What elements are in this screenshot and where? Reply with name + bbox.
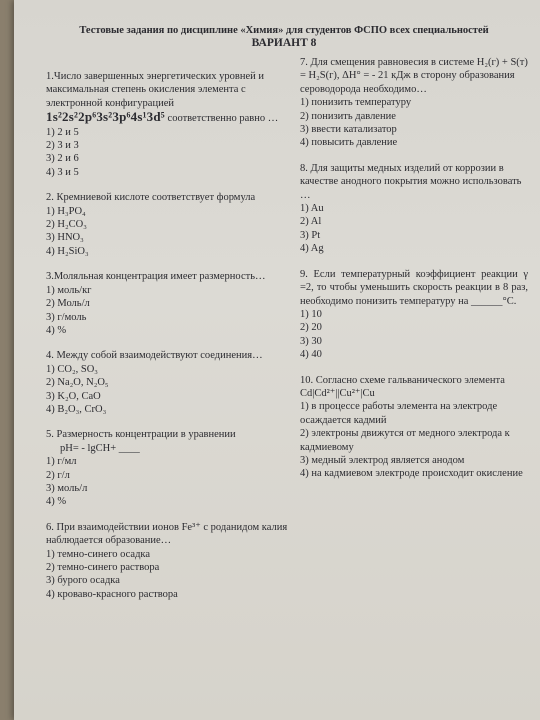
question-6-option-3: 3) бурого осадка (46, 575, 120, 587)
question-3-option-3: 3) г/моль (46, 311, 87, 323)
question-10-option-2: 2) электроны движутся от медного электрода к кадмиевому (300, 428, 510, 453)
question-10 (300, 374, 528, 481)
question-6 (46, 521, 296, 601)
question-1-option-3: 3) 2 и 6 (46, 153, 79, 165)
question-5-stem: 5. Размерность концентрации в уравнении (46, 429, 236, 441)
question-3-stem: 3.Моляльная концентрация имеет размерность… (46, 271, 266, 283)
question-10-stem: 10. Согласно схеме гальванического элемента Cd|Cd²⁺||Cu²⁺|Cu (300, 374, 505, 399)
question-8-option-2: 2) Al (300, 216, 322, 228)
question-4-option-2: 2) Na₂O, N₂O₅ (46, 377, 109, 389)
question-4-option-1: 1) CO₂, SO₃ (46, 363, 98, 375)
question-9-option-4: 4) 40 (300, 349, 322, 361)
question-9 (300, 268, 528, 362)
question-6-option-1: 1) темно-синего осадка (46, 548, 151, 560)
question-6-option-2: 2) темно-синего раствора (46, 562, 160, 573)
question-5-equation: pH= - lgCH+ ____ (60, 442, 140, 454)
question-8-option-3: 3) Pt (300, 229, 321, 241)
question-5-option-1: 1) г/мл (46, 456, 77, 468)
electron-configuration: 1s²2s²2p⁶3s²3p⁶4s¹3d⁵ (46, 109, 165, 125)
question-4-option-4: 4) B₂O₃, CrO₃ (46, 403, 107, 415)
question-2 (46, 191, 296, 258)
question-3-option-1: 1) моль/кг (46, 284, 92, 296)
question-7 (300, 56, 528, 150)
question-6-option-4: 4) кроваво-красного раствора (46, 588, 178, 600)
question-4 (46, 349, 296, 416)
question-7-option-1: 1) понизить температуру (300, 97, 412, 109)
document-header (44, 24, 524, 50)
question-3-option-2: 2) Моль/л (46, 298, 90, 310)
question-9-option-3: 3) 30 (300, 335, 322, 347)
question-5-option-3: 3) моль/л (46, 482, 88, 494)
question-2-option-3: 3) HNO₃ (46, 232, 84, 244)
question-8-option-4: 4) Ag (300, 243, 324, 255)
question-9-option-2: 2) 20 (300, 322, 322, 334)
question-2-option-4: 4) H₂SiO₃ (46, 245, 89, 257)
question-5-option-2: 2) г/л (46, 469, 70, 481)
document-title: Тестовые задания по дисциплине «Химия» для студентов ФСПО всех специальностей (79, 25, 489, 36)
question-9-option-1: 1) 10 (300, 308, 322, 320)
question-1-option-1: 1) 2 и 5 (46, 126, 79, 138)
question-7-option-2: 2) понизить давление (300, 110, 396, 122)
question-1-stem-end: соответственно равно … (167, 113, 279, 125)
question-2-option-2: 2) H₂CO₃ (46, 219, 87, 231)
question-10-option-4: 4) на кадмиевом электроде происходит окисление (300, 468, 523, 480)
paper-sheet (14, 0, 540, 720)
question-2-stem: 2. Кремниевой кислоте соответствует формула (46, 192, 256, 204)
question-9-stem: 9. Если температурный коэффициент реакции γ =2, то чтобы уменьшить скорость реакции в 8 раз, необходимо понизить температуру на ______°C. (300, 268, 528, 307)
question-6-stem: 6. При взаимодействии ионов Fe³⁺ с роданидом калия наблюдается образование… (46, 521, 288, 547)
question-5 (46, 428, 296, 508)
question-10-option-3: 3) медный электрод является анодом (300, 454, 465, 466)
question-8 (300, 162, 528, 256)
question-8-stem: 8. Для защиты медных изделий от коррозии в качестве анодного покрытия можно использовать … (300, 162, 522, 201)
question-3 (46, 270, 296, 337)
question-7-stem: 7. Для смещения равновесия в системе H₂(г) + S(т) = H₂S(г), ΔH° = - 21 кДж в сторону образования сероводорода необходимо… (300, 57, 528, 95)
question-1-stem: 1.Число завершенных энергетических уровней и максимальная степень окисления элемента с электронной конфигурацией (46, 71, 265, 109)
question-3-option-4: 4) % (46, 324, 67, 336)
right-column (300, 56, 528, 493)
question-10-option-1: 1) в процессе работы элемента на электроде осаждается кадмий (300, 401, 498, 426)
question-1-option-2: 2) 3 и 3 (46, 140, 79, 152)
question-1-option-4: 4) 3 и 5 (46, 166, 79, 178)
question-7-option-4: 4) повысить давление (300, 137, 398, 149)
question-7-option-3: 3) ввести катализатор (300, 124, 397, 136)
left-column (46, 70, 296, 613)
question-1 (46, 70, 296, 179)
question-4-stem: 4. Между собой взаимодействуют соединения… (46, 350, 263, 362)
question-4-option-3: 3) K₂O, CaO (46, 390, 101, 402)
variant-title: ВАРИАНТ 8 (251, 37, 317, 49)
question-5-option-4: 4) % (46, 496, 67, 508)
question-2-option-1: 1) H₃PO₄ (46, 205, 86, 217)
question-8-option-1: 1) Au (300, 203, 324, 215)
